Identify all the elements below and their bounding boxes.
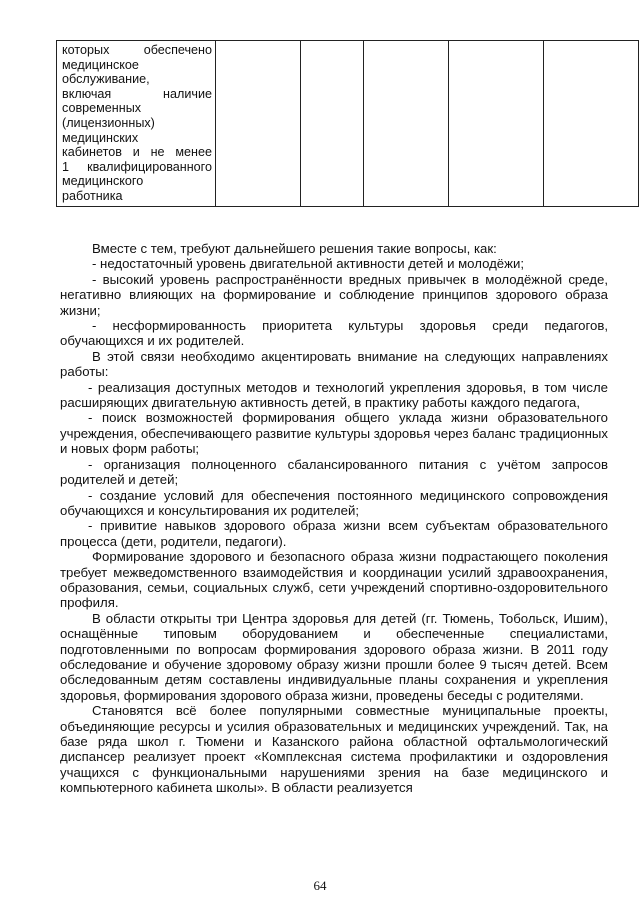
cell-line: обслуживание, <box>62 72 150 87</box>
list-item: - поиск возможностей формирования общего уклада жизни образовательного учреждения, обеспечивающего развитие культуры здоровья через баланс традиционных и новых форм работы; <box>60 410 608 457</box>
table-cell-indicator <box>57 41 216 207</box>
page-number: 64 <box>313 878 327 893</box>
list-item: - высокий уровень распространённости вредных привычек в молодёжной среде, негативно влияющих на формирование и соблюдение принципов здорового образа жизни; <box>60 271 608 318</box>
cell-line: кабинетов и не менее <box>62 145 212 160</box>
cell-line: включая наличие <box>62 86 212 101</box>
table-cell-empty <box>216 41 301 207</box>
paragraph: Вместе с тем, требуют дальнейшего решения такие вопросы, как: <box>92 241 497 256</box>
list-item: - привитие навыков здорового образа жизни всем субъектам образовательного процесса (дети, родители, педагоги). <box>60 518 608 549</box>
body-text <box>60 241 608 796</box>
table-cell-empty <box>364 41 449 207</box>
table-fragment <box>56 40 639 207</box>
paragraph: Формирование здорового и безопасного образа жизни подрастающего поколения требует межведомственного взаимодействия и координации усилий здравоохранения, образования, семьи, социальных служб, сети учреждений спортивно-оздоровительного профиля. <box>60 549 608 611</box>
table-cell-empty <box>544 41 639 207</box>
paragraph: Становятся всё более популярными совместные муниципальные проекты, объединяющие ресурсы и усилия образовательных и медицинских учреждений. Так, на базе ряда школ г. Тюмени и Казанского района областной офтальмологический диспансер реализует проект «Комплексная система профилактики и оздоровления учащихся с функциональными нарушениями зрения на базе медицинского и компьютерного кабинета школы». В области реализуется <box>60 703 608 796</box>
list-item: - организация полноценного сбалансированного питания с учётом запросов родителей и детей; <box>60 456 608 488</box>
table-cell-empty <box>301 41 364 207</box>
cell-line: медицинских <box>62 130 139 145</box>
cell-line: работника <box>62 188 123 203</box>
cell-line: медицинского <box>62 174 144 189</box>
cell-line: медицинское <box>62 57 139 72</box>
paragraph: В области открыты три Центра здоровья для детей (гг. Тюмень, Тобольск, Ишим), оснащённые типовым оборудованием и обеспеченные специалистами, подготовленными по вопросам формирования здорового образа жизни. В 2011 году обследование и обучение здоровому образу жизни прошли более 9 тысяч детей. Всем обследованным детям составлены индивидуальные планы сохранения и укрепления здоровья, формирования здорового образа жизни, проведены беседы с родителями. <box>60 610 608 703</box>
list-item: - создание условий для обеспечения постоянного медицинского сопровождения обучающихся и консультирования их родителей; <box>60 487 608 518</box>
table-cell-empty <box>449 41 544 207</box>
cell-line: современных <box>62 101 142 116</box>
indicator-text <box>57 41 215 206</box>
cell-line: 1 квалифицированного <box>62 159 212 174</box>
list-item: - несформированность приоритета культуры здоровья среди педагогов, обучающихся и их родителей. <box>60 318 608 349</box>
cell-line: которых обеспечено <box>62 43 212 57</box>
list-item: - реализация доступных методов и технологий укрепления здоровья, в том числе расширяющих двигательную активность детей, в практику работы каждого педагога, <box>60 379 608 411</box>
cell-line: (лицензионных) <box>62 115 155 130</box>
paragraph: В этой связи необходимо акцентировать внимание на следующих направлениях работы: <box>60 348 608 380</box>
list-item: - недостаточный уровень двигательной активности детей и молодёжи; <box>92 256 524 272</box>
table-row <box>57 41 639 207</box>
